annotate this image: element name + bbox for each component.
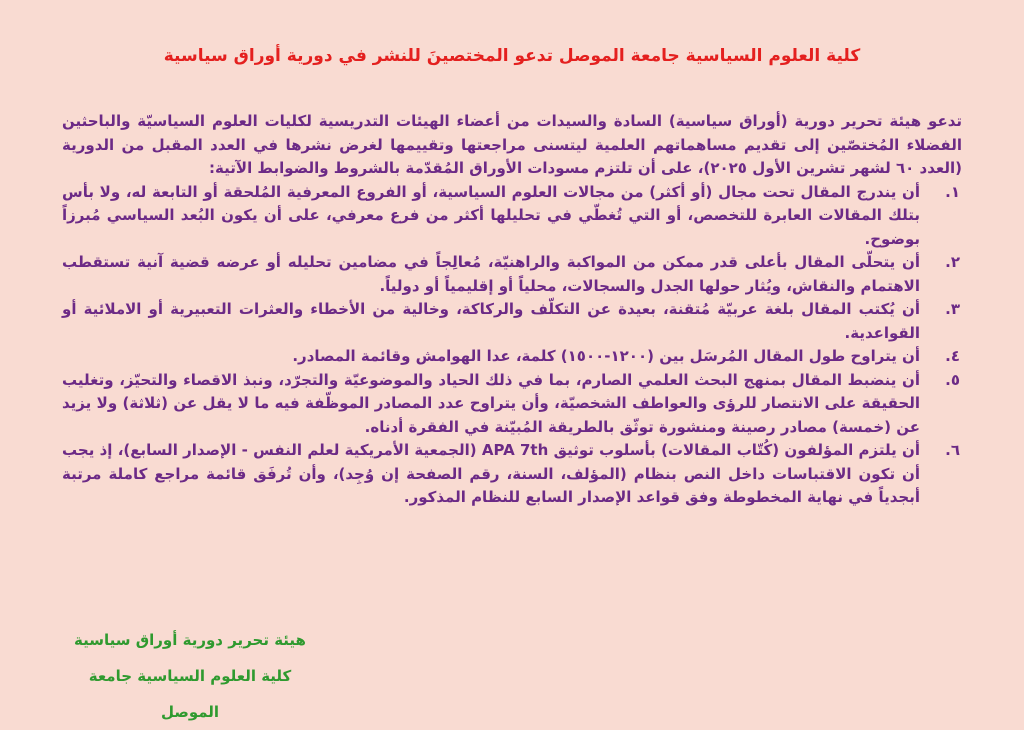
list-item-text: أن ينضبط المقال بمنهج البحث العلمي الصارم، بما في ذلك الحياد والموضوعيّة والتجرّد، ونبذ الاقصاء والتحيّز، وتغليب الحقيقة على الانتصار للرؤى والعواطف الشخصيّة، وأن يتراوح عدد المصادر الموظّفة فيه ما لا يقل عن (ثلاثة) ولا يزيد عن (خمسة) مصادر رصينة ومنشورة توثّق بالطريقة المُبيّنة في الفقرة أدناه. (62, 370, 920, 436)
list-item-number: ٤. (945, 347, 960, 365)
signature-line-editorial-board: هيئة تحرير دورية أوراق سياسية (74, 631, 306, 649)
document-body (62, 110, 962, 510)
intro-paragraph: تدعو هيئة تحرير دورية (أوراق سياسية) السادة والسيدات من أعضاء الهيئات التدريسية لكليات العلوم السياسيّة والباحثين الفضلاء المُختصّين إلى تقديم مساهماتهم العلمية ليتسنى مراجعتها وتقييمها لغرض نشرها في العدد المقبل من الدورية (العدد ٦٠ لشهر تشرين الأول ٢٠٢٥)، على أن تلتزم مسودات الأوراق المُقدّمة بالشروط والضوابط الآتية: (62, 112, 962, 177)
list-item-number: ٣. (945, 300, 960, 318)
list-item-number: ٢. (945, 253, 960, 271)
list-item-text: أن يتراوح طول المقال المُرسَل بين (١٢٠٠-١٥٠٠) كلمة، عدا الهوامش وقائمة المصادر. (292, 347, 920, 365)
list-item-number: ١. (945, 182, 960, 201)
signature-block (60, 622, 320, 730)
list-item (62, 345, 962, 369)
list-item-number: ٥. (945, 370, 960, 389)
list-item-number: ٦. (945, 441, 960, 459)
conditions-list (62, 181, 962, 510)
signature-line-college: كلية العلوم السياسية جامعة الموصل (88, 667, 292, 721)
list-item (62, 439, 962, 510)
list-item (62, 251, 962, 298)
list-item-text: أن يُكتب المقال بلغة عربيّة مُتقنة، بعيدة عن التكلّف والركاكة، وخالية من الأخطاء والعثرات التعبيرية أو الاملائية أو القواعدية. (62, 300, 920, 342)
list-item (62, 298, 962, 345)
list-item (62, 181, 962, 252)
list-item-text: أن يتحلّى المقال بأعلى قدر ممكن من المواكبة والراهنيّة، مُعالِجاً في مضامين تحليله أو عرضه قضية آنية تستقطب الاهتمام والنقاش، ويُثار حولها الجدل والسجالات، محلياً أو إقليمياً أو دولياً. (62, 253, 920, 295)
list-item-text: أن يلتزم المؤلفون (كُتّاب المقالات) بأسلوب توثيق APA 7th (الجمعية الأمريكية لعلم النفس - الإصدار السابع)، إذ يجب أن تكون الاقتباسات داخل النص بنظام (المؤلف، السنة، رقم الصفحة إن وُجِد)، وأن تُرفَق قائمة مراجع كاملة مرتبة أبجدياً في نهاية المخطوطة وفق قواعد الإصدار السابع للنظام المذكور. (62, 441, 920, 506)
page-title: كلية العلوم السياسية جامعة الموصل تدعو المختصينَ للنشر في دورية أوراق سياسية (163, 46, 861, 66)
list-item (62, 369, 962, 440)
list-item-text: أن يندرج المقال تحت مجال (أو أكثر) من مجالات العلوم السياسية، أو الفروع المعرفية المُلحقة أو التابعة له، ولا بأس بتلك المقالات العابرة للتخصص، أو التي تُغطّي في تحليلها أكثر من فرع معرفي، على أن يكون البُعد السياسي مُبرزاً بوضوح. (62, 182, 920, 248)
